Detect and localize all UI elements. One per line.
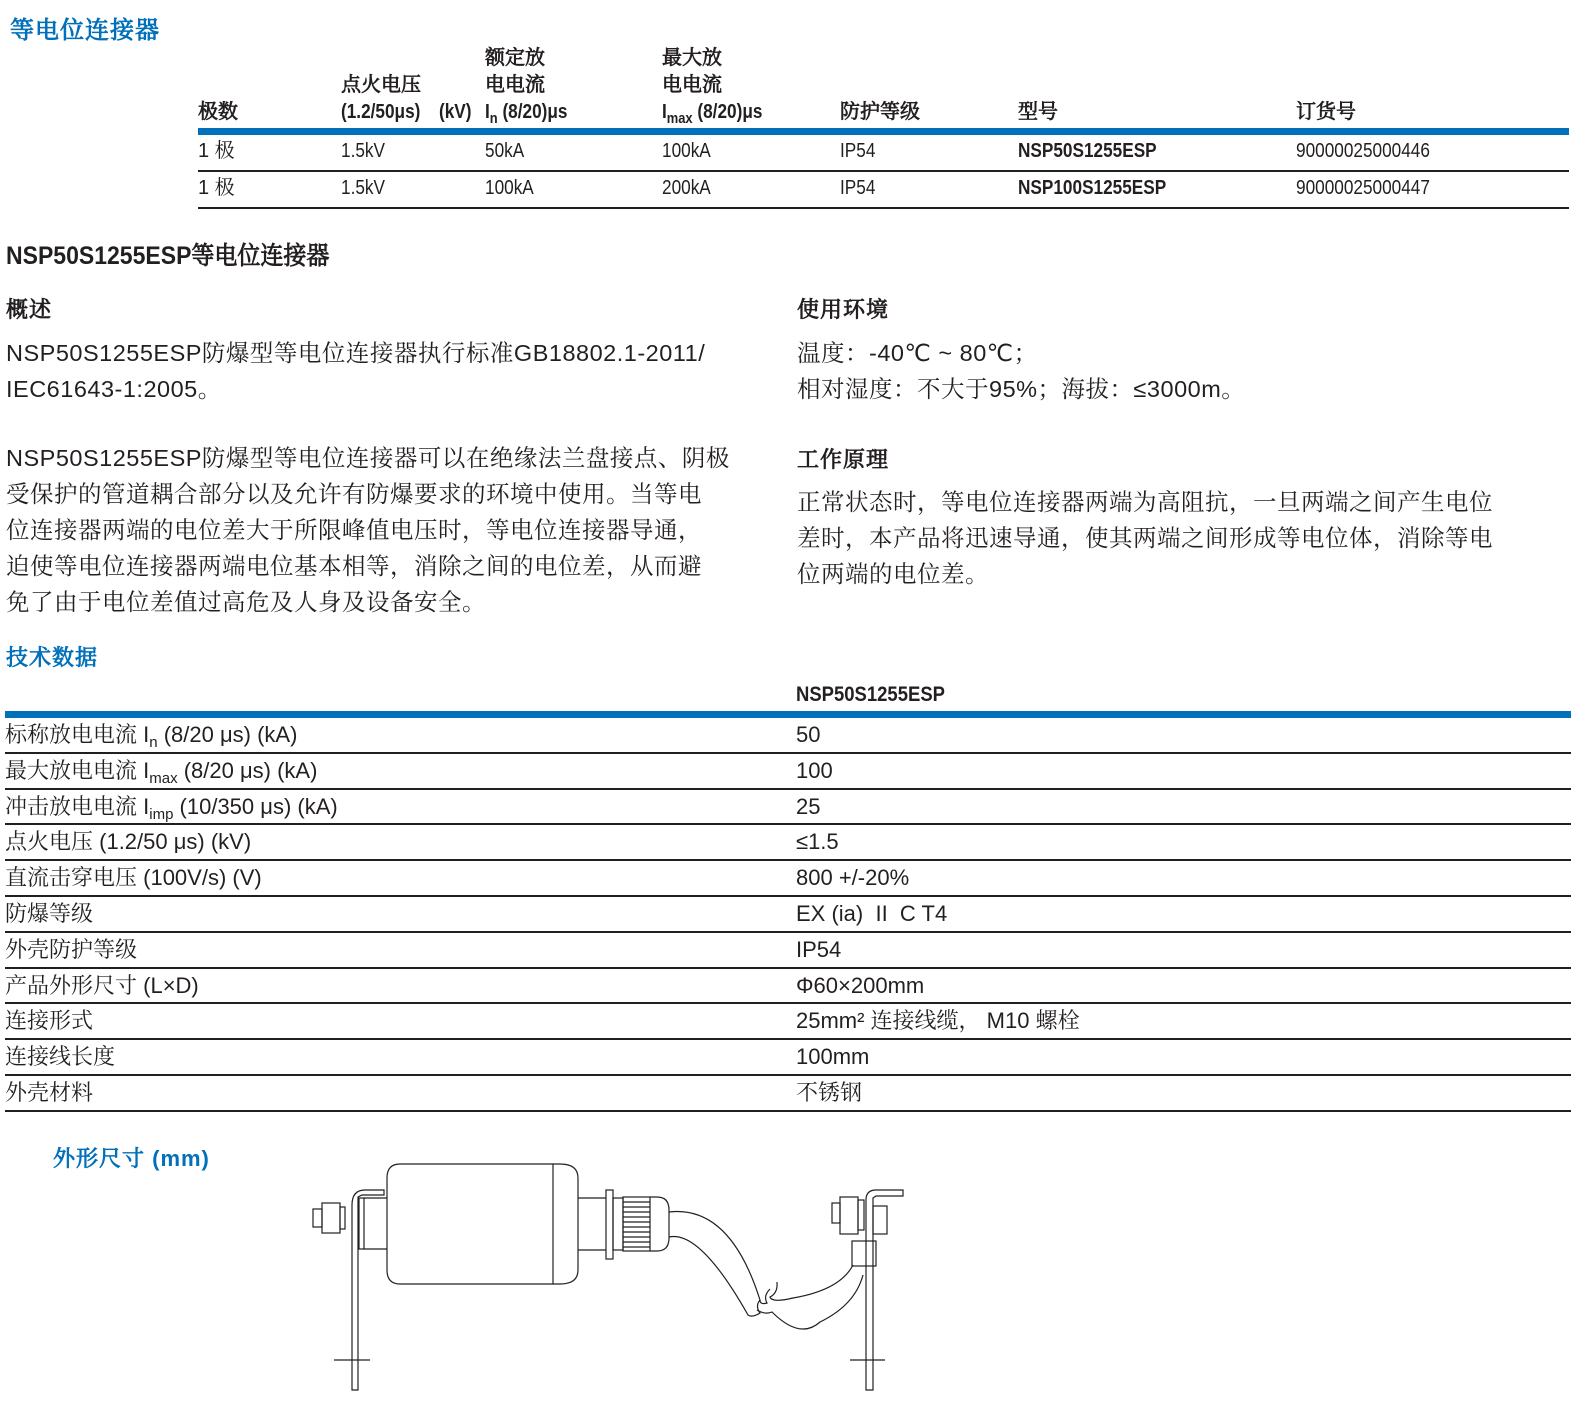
- header-rule: [5, 711, 1571, 718]
- connector-dimension-drawing: [290, 1140, 930, 1409]
- right-bracket-icon: [832, 1190, 903, 1390]
- tech-data-heading: 技术数据: [6, 645, 99, 670]
- col-order-no: 订货号: [1296, 101, 1356, 123]
- table-row: 1 极 1.5kV 100kA 200kA IP54 NSP100S1255ESP 90000025000447: [198, 172, 1569, 209]
- order-number: 90000025000447: [1296, 177, 1430, 199]
- overview-paragraph-2: NSP50S1255ESP防爆型等电位连接器可以在绝缘法兰盘接点、阴极 受保护的管道耦合部分以及允许有防爆要求的环境中使用。当等电 位连接器两端的电位差大于所限峰值电压时，等电位连接器导通， 迫使等电位连接器两端电位基本相等，消除之间的电位差，从而避 免了由于电位差值过高危及人身及设备安全。: [6, 445, 730, 615]
- col-max-current: 最大放 电电流 $I_{max}$ (8/20)μs: [662, 47, 763, 127]
- table-row: 产品外形尺寸 (L×D) Φ60×200mm: [5, 969, 1571, 1005]
- product-title: NSP50S1255ESP等电位连接器: [6, 242, 330, 270]
- order-table: [198, 48, 1569, 209]
- overview-heading: 概述: [6, 297, 53, 322]
- principle-text: 正常状态时，等电位连接器两端为高阻抗，一旦两端之间产生电位 差时，本产品将迅速导通，使其两端之间形成等电位体，消除等电 位两端的电位差。: [797, 489, 1493, 587]
- tech-model-column: NSP50S1255ESP: [796, 683, 945, 706]
- environment-heading: 使用环境: [797, 297, 890, 322]
- col-rated-current: 额定放 电电流 $I_n$ (8/20)μs: [485, 47, 568, 127]
- col-ip: 防护等级: [840, 101, 920, 123]
- principle-heading: 工作原理: [797, 447, 890, 472]
- table-row: 直流击穿电压 (100V/s) (V) 800 +/-20%: [5, 861, 1571, 897]
- table-row: 连接线长度 100mm: [5, 1040, 1571, 1076]
- table-row: 冲击放电电流 $I_{imp}$ (10/350 μs) (kA) 25: [5, 790, 1571, 826]
- table-row: 外壳材料 不锈钢: [5, 1076, 1571, 1112]
- table-row: 点火电压 (1.2/50 μs) (kV) ≤1.5: [5, 825, 1571, 861]
- col-spark-voltage: 点火电压 (1.2/50μs) (kV): [341, 74, 472, 123]
- tech-table-header: [5, 683, 1571, 711]
- tech-data-table: [5, 683, 1571, 1112]
- table-row: 1 极 1.5kV 50kA 100kA IP54 NSP50S1255ESP 90000025000446: [198, 135, 1569, 172]
- model-code: NSP50S1255ESP: [1018, 140, 1157, 162]
- environment-text: 温度：-40℃ ~ 80℃； 相对湿度：不大于95%；海拔：≤3000m。: [797, 340, 1246, 402]
- table-row: 外壳防护等级 IP54: [5, 933, 1571, 969]
- connector-body-icon: [387, 1164, 669, 1284]
- col-poles: 极数: [198, 101, 238, 123]
- left-bracket-icon: [313, 1190, 387, 1390]
- order-number: 90000025000446: [1296, 140, 1430, 162]
- cable-icon: [669, 1212, 876, 1330]
- table-row: 防爆等级 EX (ia) II C T4: [5, 897, 1571, 933]
- table-row: 连接形式 25mm² 连接线缆， M10 螺栓: [5, 1004, 1571, 1040]
- table-row: 标称放电电流 $I_n$ (8/20 μs) (kA) 50: [5, 718, 1571, 754]
- header-rule: [198, 128, 1569, 135]
- order-table-header: [198, 48, 1569, 128]
- overview-paragraph-1: NSP50S1255ESP防爆型等电位连接器执行标准GB18802.1-2011/ IEC61643-1:2005。: [6, 340, 706, 402]
- table-row: 最大放电电流 $I_{max}$ (8/20 μs) (kA) 100: [5, 754, 1571, 790]
- model-code: NSP100S1255ESP: [1018, 177, 1167, 199]
- col-model: 型号: [1018, 101, 1058, 123]
- dimensions-heading: 外形尺寸 (mm): [53, 1146, 210, 1171]
- page-title: 等电位连接器: [10, 17, 160, 44]
